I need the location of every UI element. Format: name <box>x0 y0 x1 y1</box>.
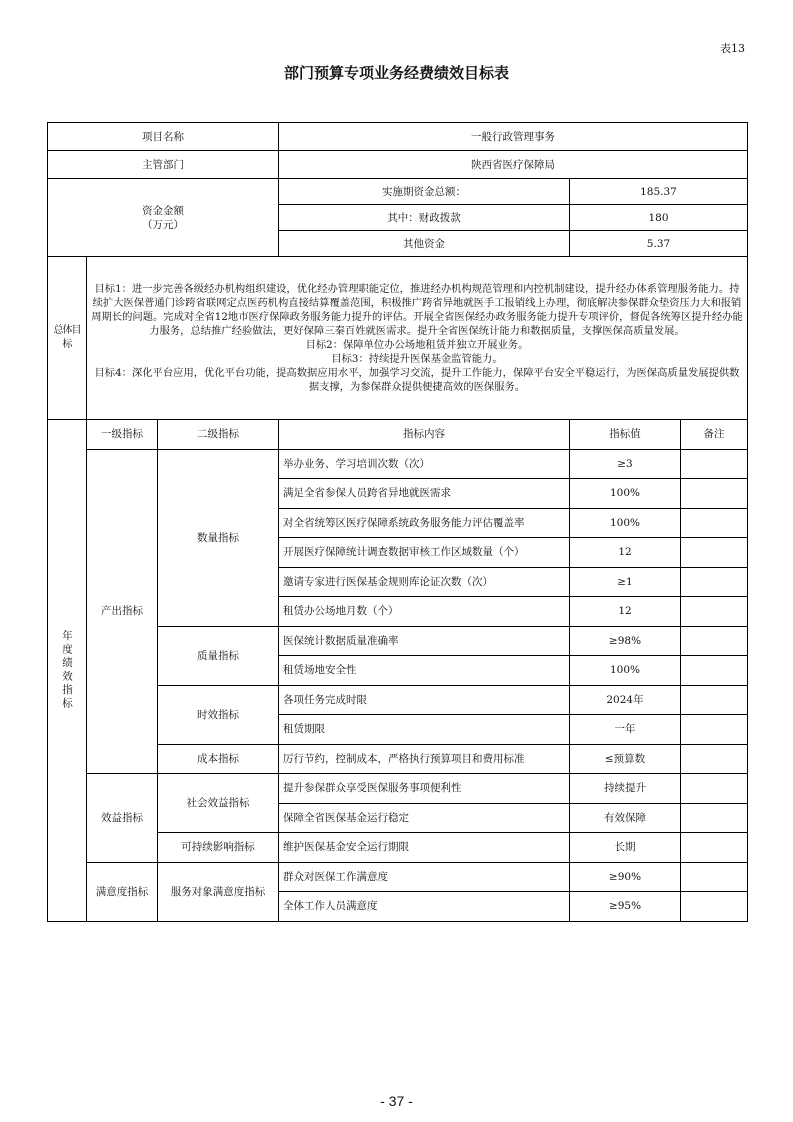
indicator-content: 租赁办公场地月数（个） <box>279 597 570 627</box>
annual-indicators-label: 年度绩效指标 <box>48 420 87 922</box>
indicator-content: 医保统计数据质量准确率 <box>279 626 570 656</box>
table-number: 表13 <box>720 42 745 55</box>
indicator-value: 12 <box>570 538 681 568</box>
indicator-value: 12 <box>570 597 681 627</box>
indicator-content: 举办业务、学习培训次数（次） <box>279 449 570 479</box>
header-value: 指标值 <box>570 420 681 450</box>
level2-quality: 质量指标 <box>158 626 279 685</box>
level1-benefit: 效益指标 <box>87 774 158 863</box>
indicator-value: 一年 <box>570 715 681 745</box>
overall-goals-label: 总体目标 <box>48 257 87 420</box>
department-label: 主管部门 <box>48 151 279 179</box>
page-title: 部门预算专项业务经费绩效目标表 <box>283 64 509 82</box>
indicator-note <box>681 508 748 538</box>
indicator-content: 群众对医保工作满意度 <box>279 862 570 892</box>
indicator-content: 满足全省参保人员跨省异地就医需求 <box>279 479 570 509</box>
goal-2: 目标2：保障单位办公场地租赁并独立开展业务。 <box>305 339 529 351</box>
indicator-value: 100% <box>570 479 681 509</box>
indicator-note <box>681 744 748 774</box>
header-note: 备注 <box>681 420 748 450</box>
level2-cost: 成本指标 <box>158 744 279 774</box>
indicator-content: 全体工作人员满意度 <box>279 892 570 922</box>
indicator-content: 维护医保基金安全运行期限 <box>279 833 570 863</box>
indicator-content: 对全省统筹区医疗保障系统政务服务能力评估覆盖率 <box>279 508 570 538</box>
indicator-note <box>681 656 748 686</box>
indicator-value: 100% <box>570 656 681 686</box>
indicator-value: 有效保障 <box>570 803 681 833</box>
indicator-value: 2024年 <box>570 685 681 715</box>
indicator-content: 邀请专家进行医保基金规则库论证次数（次） <box>279 567 570 597</box>
funds-label: 资金金额 （万元） <box>48 179 279 257</box>
level1-satisfaction: 满意度指标 <box>87 862 158 921</box>
level2-timeliness: 时效指标 <box>158 685 279 744</box>
indicator-content: 保障全省医保基金运行稳定 <box>279 803 570 833</box>
funds-total-label: 实施期资金总额： <box>279 179 570 205</box>
level2-social: 社会效益指标 <box>158 774 279 833</box>
goal-3: 目标3：持续提升医保基金监管能力。 <box>331 353 503 365</box>
indicator-note <box>681 892 748 922</box>
header-level1: 一级指标 <box>87 420 158 450</box>
project-name-label: 项目名称 <box>48 123 279 151</box>
funds-other-value: 5.37 <box>570 231 748 257</box>
indicator-content: 提升参保群众享受医保服务事项便利性 <box>279 774 570 804</box>
indicator-note <box>681 685 748 715</box>
header-content: 指标内容 <box>279 420 570 450</box>
indicator-content: 租赁场地安全性 <box>279 656 570 686</box>
indicator-note <box>681 862 748 892</box>
overall-goals-text <box>87 257 748 420</box>
goal-4: 目标4：深化平台应用，优化平台功能，提高数据应用水平，加强学习交流，提升工作能力，保障平台安全平稳运行，为医保高质量发展提供数据支撑，为参保群众提供便捷高效的医保服务。 <box>94 367 740 393</box>
funds-other-label: 其他资金 <box>279 231 570 257</box>
indicator-note <box>681 715 748 745</box>
indicator-note <box>681 567 748 597</box>
level2-quantity: 数量指标 <box>158 449 279 626</box>
indicator-note <box>681 479 748 509</box>
project-name-value: 一般行政管理事务 <box>279 123 748 151</box>
header-level2: 二级指标 <box>158 420 279 450</box>
level2-service: 服务对象满意度指标 <box>158 862 279 921</box>
indicator-note <box>681 626 748 656</box>
funds-total-value: 185.37 <box>570 179 748 205</box>
indicator-note <box>681 538 748 568</box>
indicator-value: ≥95% <box>570 892 681 922</box>
indicator-note <box>681 597 748 627</box>
indicator-content: 租赁期限 <box>279 715 570 745</box>
indicator-content: 各项任务完成时限 <box>279 685 570 715</box>
level2-sustainable: 可持续影响指标 <box>158 833 279 863</box>
indicator-content: 厉行节约，控制成本，严格执行预算项目和费用标准 <box>279 744 570 774</box>
indicator-value: ≥98% <box>570 626 681 656</box>
indicator-value: ≥3 <box>570 449 681 479</box>
funds-fiscal-label: 其中：财政拨款 <box>279 205 570 231</box>
indicator-value: 100% <box>570 508 681 538</box>
indicator-content: 开展医疗保障统计调查数据审核工作区域数量（个） <box>279 538 570 568</box>
department-value: 陕西省医疗保障局 <box>279 151 748 179</box>
indicator-value: ≤预算数 <box>570 744 681 774</box>
indicator-value: 长期 <box>570 833 681 863</box>
funds-fiscal-value: 180 <box>570 205 748 231</box>
indicator-note <box>681 774 748 804</box>
goal-1: 目标1：进一步完善各级经办机构组织建设，优化经办管理职能定位，推进经办机构规范管理和内控机制建设，提升经办体系管理服务能力。持续扩大医保普通门诊跨省联网定点医药机构直接结算覆盖范围，积极推广跨省异地就医手工报销线上办理，彻底解决参保群众垫资压力大和报销周期长的问题。完成对全省12地市医疗保障政务服务能力提升的评估。开展全省医保经办政务服务能力提升专项评价，督促各统筹区提升经办能力服务，总结推广经验做法，更好保障三秦百姓就医需求。提升全省医保统计能力和数据质量，支撑医保高质量发展。 <box>91 283 743 337</box>
indicator-note <box>681 833 748 863</box>
performance-table <box>47 122 748 922</box>
level1-output: 产出指标 <box>87 449 158 774</box>
indicator-note <box>681 449 748 479</box>
indicator-value: 持续提升 <box>570 774 681 804</box>
page-number: - 37 - <box>380 1093 413 1109</box>
indicator-value: ≥1 <box>570 567 681 597</box>
indicator-value: ≥90% <box>570 862 681 892</box>
indicator-note <box>681 803 748 833</box>
